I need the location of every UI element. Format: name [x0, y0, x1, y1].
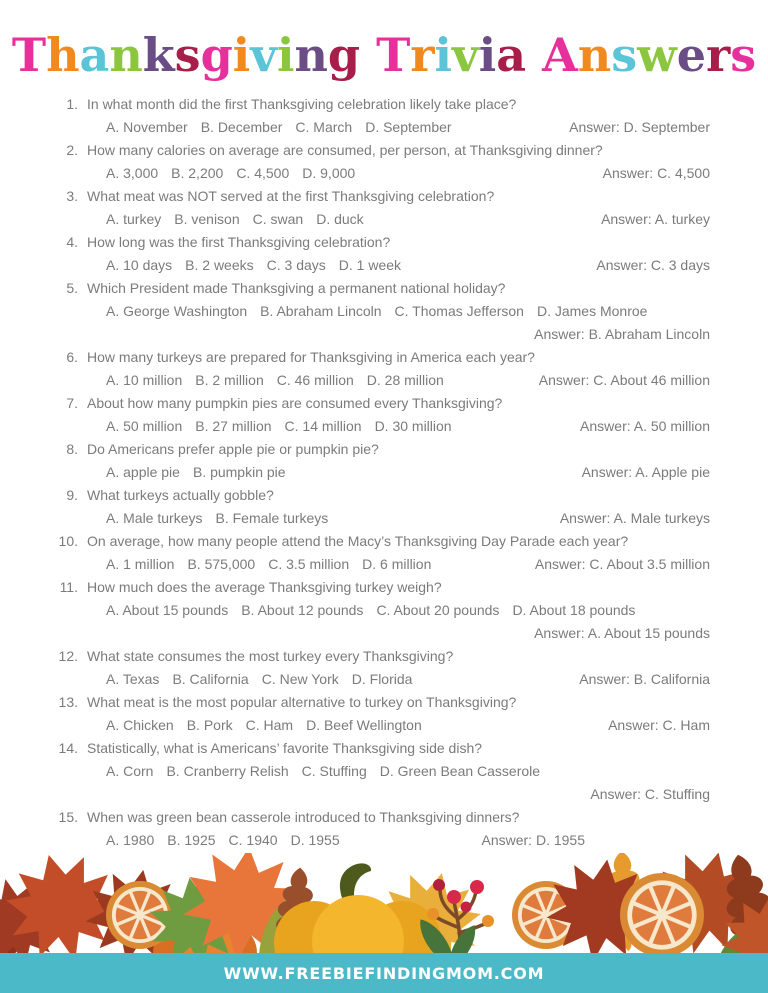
options-line	[106, 714, 710, 737]
option: D. 1955	[290, 831, 340, 848]
question-line	[56, 576, 710, 599]
option: A. 1 million	[106, 555, 175, 572]
options-line	[106, 507, 710, 530]
question-options	[106, 116, 452, 139]
question-text: Statistically, what is Americans’ favorite Thanksgiving side dish?	[87, 739, 483, 756]
question-line	[56, 484, 710, 507]
option: C. 3.5 million	[268, 555, 350, 572]
option: C. 46 million	[276, 371, 354, 388]
options-line	[106, 760, 710, 783]
option: A. 1980	[106, 831, 155, 848]
option: A. 50 million	[106, 417, 183, 434]
options-line	[106, 829, 710, 852]
option: C. 4,500	[236, 164, 290, 181]
option: B. 575,000	[187, 555, 256, 572]
question-answer: Answer: C. About 3.5 million	[534, 555, 710, 572]
question-block	[56, 484, 710, 530]
question-answer: Answer: A. About 15 pounds	[534, 624, 710, 641]
option: B. 2,200	[171, 164, 224, 181]
question-options	[106, 760, 540, 783]
option: C. March	[295, 118, 353, 135]
question-options	[106, 507, 328, 530]
footer-band	[0, 953, 768, 993]
title-word: T h a n k s g i v i n g	[11, 28, 361, 82]
option: A. apple pie	[106, 463, 180, 480]
question-block	[56, 438, 710, 484]
question-text: How many calories on average are consumed, per person, at Thanksgiving dinner?	[87, 141, 603, 158]
question-number: 6.	[66, 348, 78, 365]
question-block	[56, 806, 710, 852]
question-number: 8.	[66, 440, 78, 457]
question-options	[106, 300, 647, 323]
question-block	[56, 576, 710, 645]
question-number: 10.	[58, 532, 78, 549]
option: C. Thomas Jefferson	[394, 302, 524, 319]
question-options	[106, 208, 364, 231]
option: D. James Monroe	[536, 302, 648, 319]
option: C. Ham	[245, 716, 294, 733]
option: A. 10 days	[106, 256, 173, 273]
question-options	[106, 415, 452, 438]
question-line	[56, 346, 710, 369]
option: D. Green Bean Casserole	[379, 762, 541, 779]
option: B. venison	[174, 210, 240, 227]
question-line	[56, 277, 710, 300]
question-answer: Answer: D. 1955	[481, 831, 585, 848]
option: C. New York	[261, 670, 339, 687]
footer-url: WWW.FREEBIEFINDINGMOM.COM	[223, 963, 545, 983]
question-line	[56, 806, 710, 829]
question-block	[56, 346, 710, 392]
option: C. 1940	[228, 831, 278, 848]
option: B. pumpkin pie	[192, 463, 286, 480]
answer-line	[56, 622, 710, 645]
question-number: 13.	[58, 693, 78, 710]
question-block	[56, 93, 710, 139]
option: C. 14 million	[284, 417, 362, 434]
option: A. Chicken	[106, 716, 174, 733]
question-answer: Answer: A. Male turkeys	[559, 509, 710, 526]
title-word: A n s w e r s	[542, 28, 757, 82]
question-line	[56, 392, 710, 415]
page-title	[0, 30, 768, 81]
option: A. About 15 pounds	[106, 601, 229, 618]
question-block	[56, 645, 710, 691]
options-line	[106, 208, 710, 231]
question-text: How long was the first Thanksgiving celebration?	[87, 233, 391, 250]
question-block	[56, 139, 710, 185]
option: B. December	[200, 118, 283, 135]
question-answer: Answer: C. About 46 million	[538, 371, 710, 388]
question-number: 11.	[59, 578, 78, 595]
question-answer: Answer: C. Ham	[608, 716, 710, 733]
question-number: 12.	[58, 647, 78, 664]
option: D. 1 week	[338, 256, 402, 273]
question-text: How much does the average Thanksgiving turkey weigh?	[87, 578, 442, 595]
option: B. 27 million	[195, 417, 272, 434]
question-number: 4.	[66, 233, 78, 250]
question-answer: Answer: C. Stuffing	[590, 785, 710, 802]
question-answer: Answer: D. September	[569, 118, 710, 135]
options-line	[106, 461, 710, 484]
question-line	[56, 737, 710, 760]
question-text: Which President made Thanksgiving a permanent national holiday?	[87, 279, 506, 296]
option: D. Beef Wellington	[306, 716, 422, 733]
option: D. Florida	[351, 670, 413, 687]
question-answer: Answer: A. turkey	[601, 210, 710, 227]
option: A. November	[106, 118, 188, 135]
option: D. 30 million	[374, 417, 452, 434]
question-block	[56, 231, 710, 277]
question-block	[56, 737, 710, 806]
question-options	[106, 254, 401, 277]
option: A. Texas	[106, 670, 160, 687]
answer-line	[56, 323, 710, 346]
option: B. Female turkeys	[215, 509, 329, 526]
question-text: What meat was NOT served at the first Thanksgiving celebration?	[87, 187, 495, 204]
option: A. George Washington	[106, 302, 248, 319]
question-text: What turkeys actually gobble?	[87, 486, 274, 503]
question-text: What state consumes the most turkey every Thanksgiving?	[87, 647, 454, 664]
question-options	[106, 553, 431, 576]
option: B. Pork	[186, 716, 233, 733]
option: D. 28 million	[366, 371, 444, 388]
option: A. Corn	[106, 762, 154, 779]
option: A. Male turkeys	[106, 509, 203, 526]
question-block	[56, 530, 710, 576]
question-line	[56, 691, 710, 714]
option: C. 3 days	[266, 256, 326, 273]
question-answer: Answer: C. 4,500	[602, 164, 710, 181]
option: D. About 18 pounds	[512, 601, 636, 618]
option: D. duck	[316, 210, 364, 227]
question-text: Do Americans prefer apple pie or pumpkin pie?	[87, 440, 379, 457]
title-word: T r i v i a	[376, 28, 527, 82]
option: B. Cranberry Relish	[166, 762, 289, 779]
option: B. 1925	[167, 831, 216, 848]
question-options	[106, 162, 355, 185]
option: C. About 20 pounds	[376, 601, 500, 618]
question-number: 1.	[66, 95, 78, 112]
question-answer: Answer: C. 3 days	[596, 256, 710, 273]
question-block	[56, 185, 710, 231]
question-text: About how many pumpkin pies are consumed every Thanksgiving?	[87, 394, 503, 411]
question-line	[56, 438, 710, 461]
options-line	[106, 300, 710, 323]
question-text: How many turkeys are prepared for Thanksgiving in America each year?	[87, 348, 535, 365]
question-line	[56, 185, 710, 208]
question-text: On average, how many people attend the Macy’s Thanksgiving Day Parade each year?	[87, 532, 629, 549]
question-options	[106, 369, 444, 392]
question-number: 5.	[66, 279, 78, 296]
option: D. 6 million	[362, 555, 432, 572]
question-number: 15.	[58, 808, 78, 825]
options-line	[106, 369, 710, 392]
option: C. swan	[252, 210, 304, 227]
question-text: When was green bean casserole introduced to Thanksgiving dinners?	[87, 808, 520, 825]
question-options	[106, 829, 340, 852]
option: B. 2 million	[195, 371, 264, 388]
options-line	[106, 254, 710, 277]
option: B. California	[172, 670, 249, 687]
question-number: 7.	[66, 394, 78, 411]
options-line	[106, 415, 710, 438]
question-answer: Answer: A. 50 million	[580, 417, 710, 434]
question-line	[56, 139, 710, 162]
question-text: What meat is the most popular alternative to turkey on Thanksgiving?	[87, 693, 517, 710]
question-block	[56, 691, 710, 737]
question-number: 3.	[66, 187, 78, 204]
option: A. turkey	[106, 210, 162, 227]
question-options	[106, 461, 286, 484]
question-answer: Answer: A. Apple pie	[581, 463, 710, 480]
options-line	[106, 116, 710, 139]
options-line	[106, 599, 710, 622]
option: A. 10 million	[106, 371, 183, 388]
option: D. September	[365, 118, 452, 135]
question-number: 9.	[66, 486, 78, 503]
question-block	[56, 277, 710, 346]
question-options	[106, 714, 422, 737]
question-number: 14.	[58, 739, 78, 756]
question-options	[106, 668, 412, 691]
question-line	[56, 231, 710, 254]
option: B. 2 weeks	[185, 256, 254, 273]
option: C. Stuffing	[301, 762, 367, 779]
answer-line	[56, 783, 710, 806]
options-line	[106, 668, 710, 691]
autumn-leaves-decoration	[0, 853, 768, 953]
question-list	[56, 93, 710, 852]
question-block	[56, 392, 710, 438]
question-line	[56, 93, 710, 116]
option: A. 3,000	[106, 164, 159, 181]
options-line	[106, 162, 710, 185]
question-text: In what month did the first Thanksgiving celebration likely take place?	[87, 95, 517, 112]
option: B. Abraham Lincoln	[260, 302, 382, 319]
question-number: 2.	[66, 141, 78, 158]
question-answer: Answer: B. Abraham Lincoln	[534, 325, 710, 342]
question-answer: Answer: B. California	[579, 670, 710, 687]
option: D. 9,000	[302, 164, 356, 181]
options-line	[106, 553, 710, 576]
question-options	[106, 599, 635, 622]
question-line	[56, 645, 710, 668]
option: B. About 12 pounds	[241, 601, 364, 618]
question-line	[56, 530, 710, 553]
